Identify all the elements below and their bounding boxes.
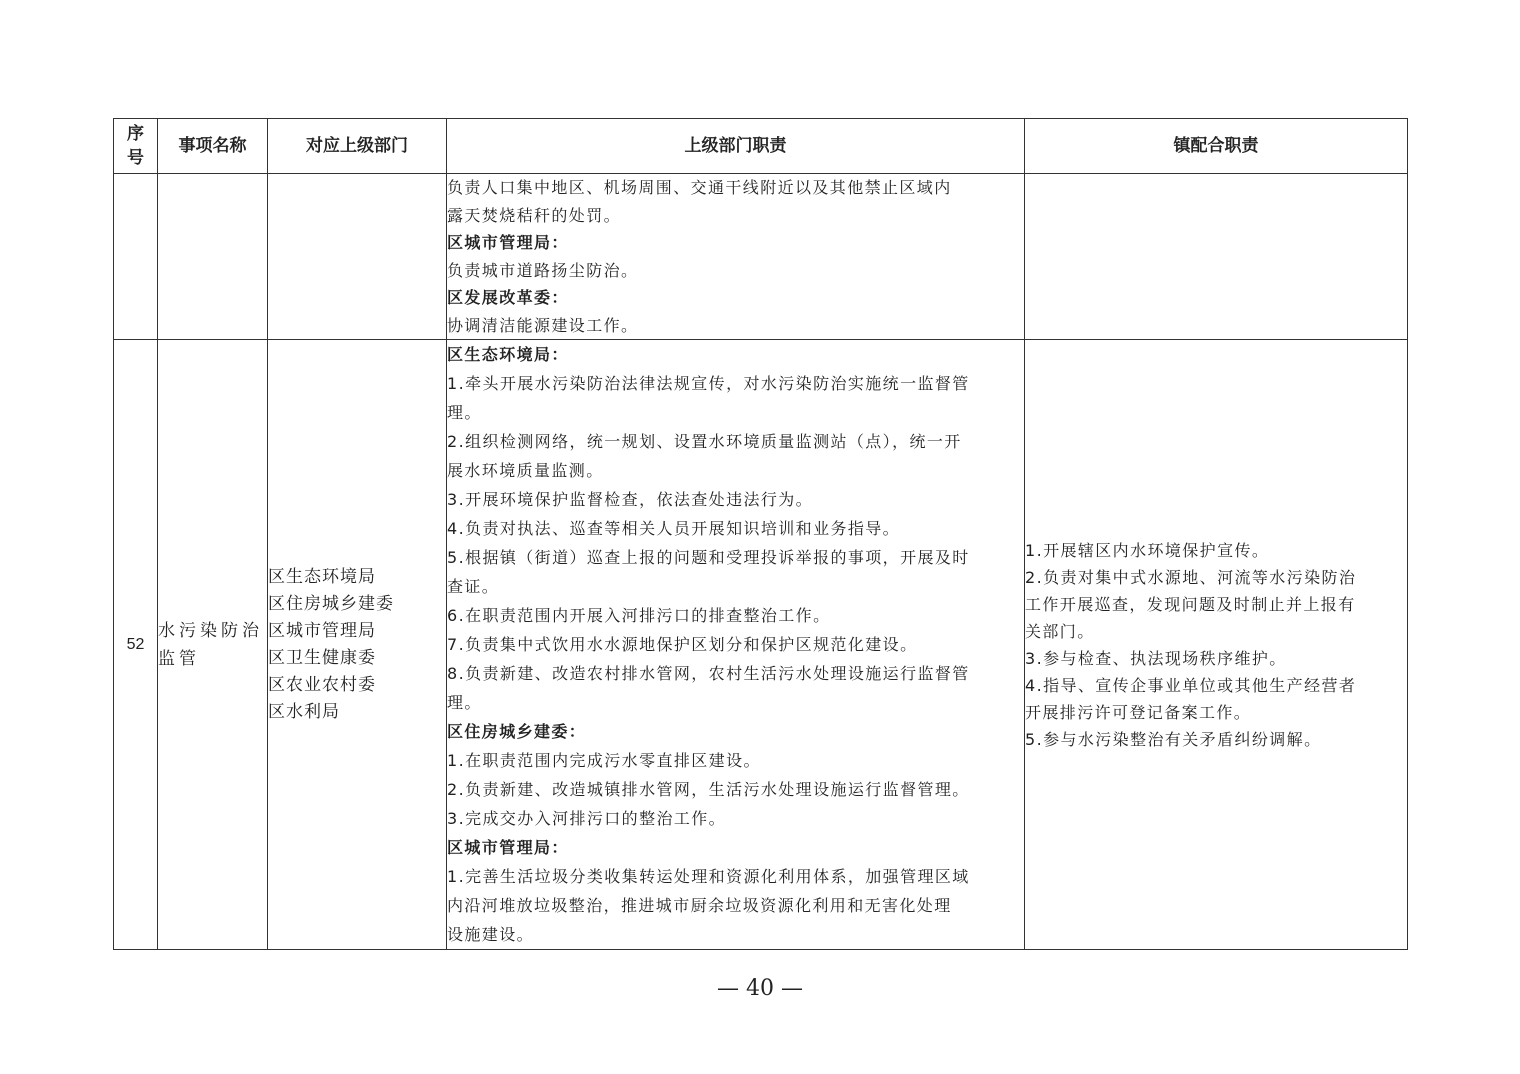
duty-line: 展水环境质量监测。 (447, 461, 604, 480)
duty-line: 内沿河堆放垃圾整治，推进城市厨余垃圾资源化利用和无害化处理 (447, 896, 952, 915)
table-row (114, 340, 1408, 950)
duty-line: 3.开展环境保护监督检查，依法查处违法行为。 (447, 490, 814, 509)
cell-town-duties (1025, 174, 1408, 340)
page-number: — 40 — (717, 976, 803, 1001)
duty-line: 露天焚烧秸秆的处罚。 (447, 205, 622, 225)
duties-table (113, 118, 1408, 950)
table-body (114, 174, 1408, 950)
dept-name: 区城市管理局 (268, 620, 376, 641)
cell-seq (114, 174, 158, 340)
duty-dept-heading: 区住房城乡建委： (447, 722, 587, 741)
header-seq-line1: 序 (127, 124, 144, 144)
duty-line: 4.负责对执法、巡查等相关人员开展知识培训和业务指导。 (447, 519, 901, 538)
town-duty-line: 1.开展辖区内水环境保护宣传。 (1025, 540, 1270, 560)
duty-line: 1.完善生活垃圾分类收集转运处理和资源化利用体系，加强管理区域 (447, 867, 970, 886)
cell-seq: 52 (114, 340, 158, 950)
dept-name: 区住房城乡建委 (268, 593, 394, 614)
duty-line: 7.负责集中式饮用水水源地保护区划分和保护区规范化建设。 (447, 635, 918, 654)
duty-line: 1.牵头开展水污染防治法律法规宣传，对水污染防治实施统一监督管 (447, 374, 970, 393)
dept-name: 区农业农村委 (268, 674, 376, 695)
dept-name: 区生态环境局 (268, 566, 376, 587)
duty-dept-heading: 区生态环境局： (447, 345, 569, 364)
duty-line: 查证。 (447, 577, 500, 596)
town-duty-line: 5.参与水污染整治有关矛盾纠纷调解。 (1025, 729, 1322, 749)
town-duty-line: 4.指导、宣传企事业单位或其他生产经营者 (1025, 675, 1357, 695)
duty-line: 理。 (447, 403, 482, 422)
duty-line: 负责城市道路扬尘防治。 (447, 260, 639, 280)
duty-line: 2.负责新建、改造城镇排水管网，生活污水处理设施运行监督管理。 (447, 780, 970, 799)
header-superior-dept: 对应上级部门 (268, 119, 447, 174)
cell-superior-depts (268, 340, 447, 950)
cell-item-name (158, 174, 268, 340)
duty-line: 协调清洁能源建设工作。 (447, 315, 639, 335)
duty-line: 5.根据镇（街道）巡查上报的问题和受理投诉举报的事项，开展及时 (447, 548, 970, 567)
table-row (114, 174, 1408, 340)
town-duty-line: 2.负责对集中式水源地、河流等水污染防治 (1025, 567, 1357, 587)
duty-line: 负责人口集中地区、机场周围、交通干线附近以及其他禁止区域内 (447, 178, 952, 197)
duty-dept-heading: 区城市管理局： (447, 838, 569, 857)
table-header (114, 119, 1408, 174)
header-seq-line2: 号 (127, 148, 144, 168)
cell-town-duties (1025, 340, 1408, 950)
duty-line: 2.组织检测网络，统一规划、设置水环境质量监测站（点），统一开 (447, 432, 962, 451)
header-item-name: 事项名称 (158, 119, 268, 174)
duty-line: 理。 (447, 693, 482, 712)
town-duty-line: 开展排污许可登记备案工作。 (1025, 702, 1252, 722)
duty-dept-heading: 区发展改革委： (447, 288, 569, 307)
duty-line: 设施建设。 (447, 925, 535, 944)
cell-superior-depts (268, 174, 447, 340)
header-seq (114, 119, 158, 174)
town-duty-line: 关部门。 (1025, 621, 1095, 641)
duty-dept-heading: 区城市管理局： (447, 233, 569, 252)
cell-item-name: 水污染防治监管 (158, 340, 268, 950)
duty-line: 1.在职责范围内完成污水零直排区建设。 (447, 751, 761, 770)
header-row (114, 119, 1408, 174)
dept-name: 区水利局 (268, 701, 340, 722)
cell-dept-duties (447, 174, 1025, 340)
dept-name: 区卫生健康委 (268, 647, 376, 668)
town-duty-line: 3.参与检查、执法现场秩序维护。 (1025, 648, 1287, 668)
duty-line: 8.负责新建、改造农村排水管网，农村生活污水处理设施运行监督管 (447, 664, 970, 683)
duty-line: 6.在职责范围内开展入河排污口的排查整治工作。 (447, 606, 831, 625)
cell-dept-duties (447, 340, 1025, 950)
header-town-duties: 镇配合职责 (1025, 119, 1408, 174)
header-dept-duties: 上级部门职责 (447, 119, 1025, 174)
town-duty-line: 工作开展巡查，发现问题及时制止并上报有 (1025, 594, 1356, 614)
duty-line: 3.完成交办入河排污口的整治工作。 (447, 809, 727, 828)
